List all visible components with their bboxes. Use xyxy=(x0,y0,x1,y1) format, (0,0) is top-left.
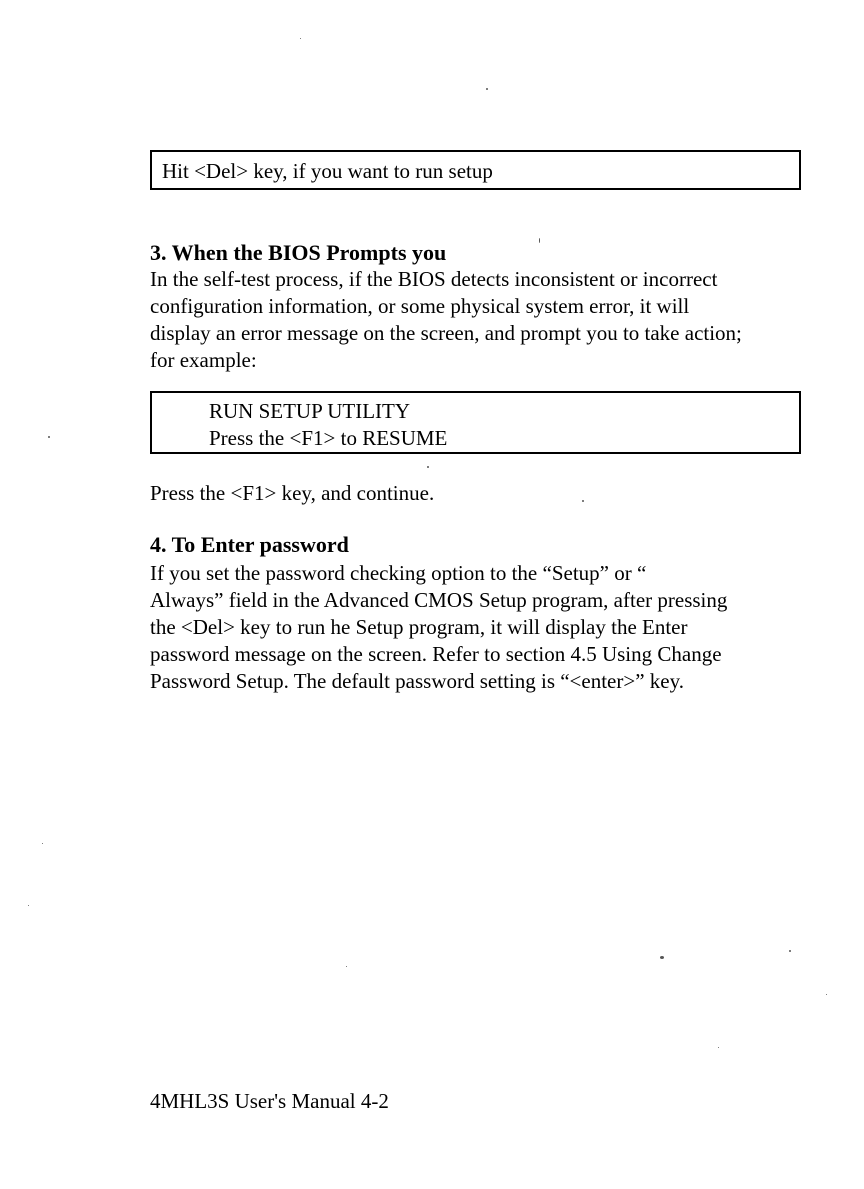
scan-speck xyxy=(539,238,540,243)
section3-heading: 3. When the BIOS Prompts you xyxy=(150,240,447,265)
error-message-box xyxy=(150,391,801,454)
section3-line: for example: xyxy=(150,348,257,372)
scan-speck xyxy=(42,843,43,844)
page-footer: 4MHL3S User's Manual 4-2 xyxy=(150,1089,389,1113)
scan-speck xyxy=(427,466,429,468)
section3-paragraph xyxy=(150,266,810,374)
setup-prompt-box xyxy=(150,150,801,190)
section4-line: password message on the screen. Refer to section 4.5 Using Change xyxy=(150,642,722,666)
setup-prompt-text: Hit <Del> key, if you want to run setup xyxy=(162,159,493,183)
scan-speck xyxy=(718,1047,719,1048)
continue-text: Press the <F1> key, and continue. xyxy=(150,481,435,505)
section4-paragraph xyxy=(150,560,810,695)
section3-line: configuration information, or some physical system error, it will xyxy=(150,294,690,318)
section3-line: display an error message on the screen, and prompt you to take action; xyxy=(150,321,742,345)
scan-speck xyxy=(48,436,50,438)
scan-speck xyxy=(346,966,347,967)
scan-speck xyxy=(789,950,791,952)
scan-speck xyxy=(300,38,301,39)
section3-line: In the self-test process, if the BIOS detects inconsistent or incorrect xyxy=(150,267,718,291)
scan-speck xyxy=(826,994,827,995)
error-line-2: Press the <F1> to RESUME xyxy=(209,426,448,450)
scan-speck xyxy=(486,88,488,90)
scan-speck xyxy=(660,956,664,959)
section4-line: If you set the password checking option to the “Setup” or “ xyxy=(150,561,647,585)
scan-speck xyxy=(582,500,584,502)
section4-heading: 4. To Enter password xyxy=(150,532,349,557)
section4-line: Password Setup. The default password setting is “<enter>” key. xyxy=(150,669,684,693)
error-line-1: RUN SETUP UTILITY xyxy=(209,399,411,423)
scan-speck xyxy=(28,905,29,906)
section4-line: the <Del> key to run he Setup program, it will display the Enter xyxy=(150,615,688,639)
section4-line: Always” field in the Advanced CMOS Setup program, after pressing xyxy=(150,588,728,612)
